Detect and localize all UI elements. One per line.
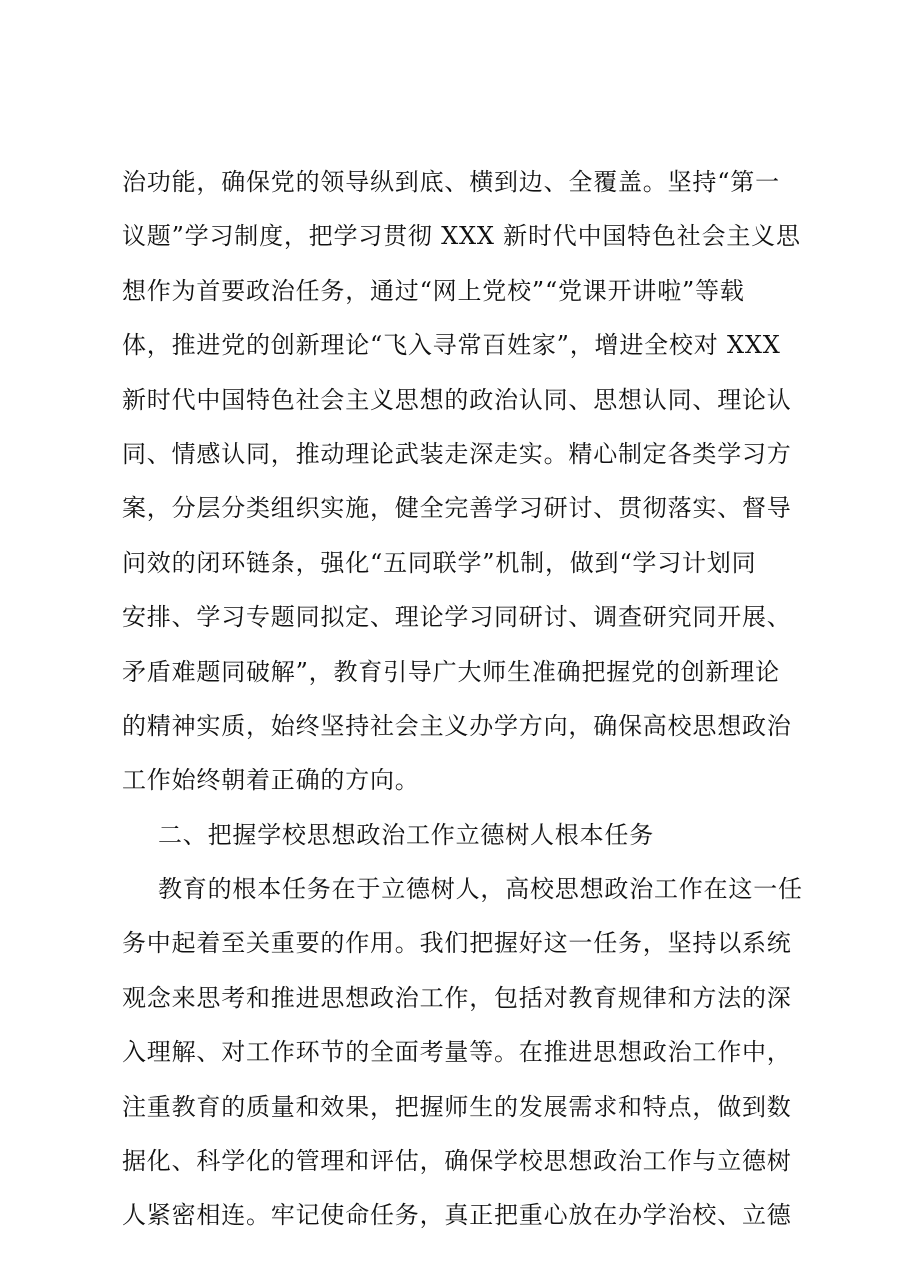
paragraph-line: 问效的闭环链条，强化“五同联学”机制，做到“学习计划同 — [122, 548, 757, 577]
paragraph-line: 体，推进党的创新理论“飞入寻常百姓家”，增进全校对 XXX — [122, 331, 781, 360]
paragraph-line: 新时代中国特色社会主义思想的政治认同、思想认同、理论认 — [122, 385, 792, 414]
paragraph-line: 安排、学习专题同拟定、理论学习同研讨、调查研究同开展、 — [122, 603, 792, 632]
paragraph-line: 同、情感认同，推动理论武装走深走实。精心制定各类学习方 — [122, 439, 792, 468]
paragraph-line: 的精神实质，始终坚持社会主义办学方向，确保高校思想政治 — [122, 711, 792, 740]
paragraph-line: 观念来思考和推进思想政治工作，包括对教育规律和方法的深 — [122, 983, 792, 1012]
paragraph-line: 想作为首要政治任务，通过“网上党校”“党课开讲啦”等载 — [122, 276, 745, 305]
paragraph-line: 案，分层分类组织实施，健全完善学习研讨、贯彻落实、督导 — [122, 494, 792, 523]
paragraph-line: 治功能，确保党的领导纵到底、横到边、全覆盖。坚持“第一 — [122, 168, 780, 196]
paragraph-line: 教育的根本任务在于立德树人，高校思想政治工作在这一任 — [158, 875, 803, 904]
section-heading: 二、把握学校思想政治工作立德树人根本任务 — [158, 820, 654, 849]
paragraph-line: 务中起着至关重要的作用。我们把握好这一任务，坚持以系统 — [122, 929, 792, 958]
paragraph-line: 据化、科学化的管理和评估，确保学校思想政治工作与立德树 — [122, 1147, 792, 1176]
document-body — [122, 155, 802, 1243]
paragraph-line: 人紧密相连。牢记使命任务，真正把重心放在办学治校、立德 — [122, 1201, 792, 1230]
paragraph-line: 入理解、对工作环节的全面考量等。在推进思想政治工作中， — [122, 1038, 792, 1067]
paragraph-line: 工作始终朝着正确的方向。 — [122, 766, 420, 795]
paragraph-line: 注重教育的质量和效果，把握师生的发展需求和特点，做到数 — [122, 1092, 792, 1121]
paragraph-line: 矛盾难题同破解”，教育引导广大师生准确把握党的创新理论 — [122, 657, 780, 686]
paragraph-line: 议题”学习制度，把学习贯彻 XXX 新时代中国特色社会主义思 — [122, 222, 801, 251]
